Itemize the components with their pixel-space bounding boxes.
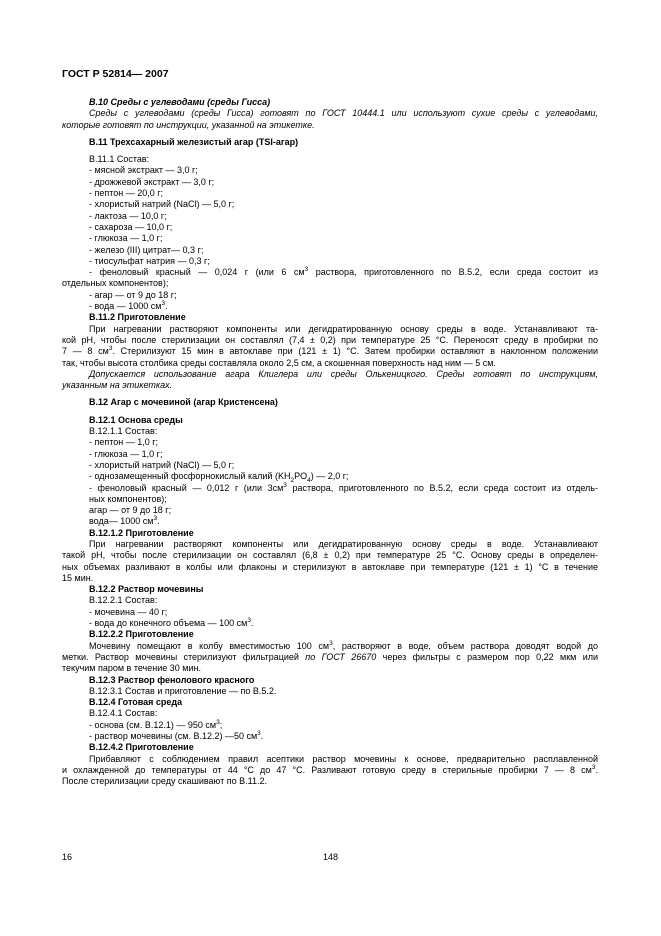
text-line: [62, 97, 598, 108]
text-line: [62, 301, 598, 312]
text-segment: 4: [307, 477, 311, 484]
page-number-left: 16: [62, 852, 73, 862]
text-segment: - лактоза — 10,0 г;: [89, 210, 167, 221]
text-line: [62, 324, 598, 335]
text-segment: Допускается использование агара Клиглера или среды Олькеницкого. Среды готовят по инструкциям,: [89, 368, 598, 379]
text-line: [62, 380, 598, 391]
text-line: [62, 449, 598, 460]
text-segment: 7 — 8 см: [62, 346, 109, 357]
text-segment: 15 мин.: [62, 572, 94, 583]
text-segment: 3: [161, 300, 166, 308]
text-line: [62, 346, 598, 357]
text-segment: - агар — от 9 до 18 г;: [89, 289, 177, 300]
text-segment: B.12.4.2 Приготовление: [89, 742, 194, 753]
text-segment: кой pH, чтобы после стерилизации он составлял (7,4 ± 0,2) при температуре 25 °С. Переносят среду в пробирки по: [62, 334, 598, 345]
text-segment: так, чтобы высота столбика среды составляла около 2,5 см, а скошенная поверхность над ним — 5 см.: [62, 357, 496, 368]
text-segment: ) — 2,0 г;: [310, 471, 349, 482]
text-line: [62, 177, 598, 188]
text-line: [62, 505, 598, 516]
text-segment: которые готовят по инструкции, указанной на этикетке.: [62, 119, 315, 130]
text-segment: .: [260, 731, 264, 742]
text-segment: Среды с углеводами (среды Гисса) готовят по ГОСТ 10444.1 или используют сухие среды с углеводами,: [89, 108, 598, 119]
text-line: [62, 256, 598, 267]
text-line: [62, 211, 598, 222]
text-line: [62, 595, 598, 606]
text-line: [62, 584, 598, 595]
text-segment: текучим паром в течение 30 мин.: [62, 663, 201, 674]
text-segment: - мясной экстракт — 3,0 г;: [89, 165, 198, 176]
text-line: [62, 233, 598, 244]
text-line: [62, 137, 598, 148]
text-segment: B.12.2 Раствор мочевины: [89, 584, 204, 595]
text-line: [62, 188, 598, 199]
text-segment: такой pH, чтобы после стерилизации он составлял (6,8 ± 0,2) при температуре 25 °С. Основу среды в определен-: [62, 550, 598, 561]
text-segment: 2: [290, 477, 295, 484]
text-segment: ;: [219, 719, 223, 730]
text-line: [62, 675, 598, 686]
text-segment: 3: [304, 266, 309, 274]
text-segment: 3: [257, 730, 261, 738]
text-line: [62, 278, 598, 289]
text-segment: B.11.1 Состав:: [89, 154, 150, 165]
text-segment: B.12.1 Основа среды: [89, 414, 183, 425]
text-segment: 3: [216, 718, 220, 726]
text-line: [62, 471, 598, 482]
text-line: [62, 742, 598, 753]
text-line: [62, 165, 598, 176]
text-segment: - вода до конечного объема — 100 см: [89, 618, 248, 629]
text-line: [62, 765, 598, 776]
page-number-center: 148: [322, 852, 339, 862]
text-segment: Прибавляют с соблюдением правил асептики раствор мочевины к основе, предварительно расплавленной: [89, 753, 598, 764]
text-segment: - вода — 1000 см: [89, 301, 162, 312]
text-segment: - глюкоза — 1,0 г;: [89, 448, 163, 459]
text-segment: через фильтры с размером пор 0,22 мкм или: [376, 651, 599, 662]
text-segment: , растворяют в воде, объем раствора доводят водой до: [332, 640, 598, 651]
text-segment: .: [595, 764, 598, 775]
text-line: [62, 199, 598, 210]
text-line: [62, 562, 598, 573]
text-line: [62, 222, 598, 233]
text-segment: ных компонентов);: [89, 493, 167, 504]
text-segment: 3: [283, 481, 287, 489]
text-line: [62, 120, 598, 131]
text-segment: - хлористый натрий (NaCl) — 5,0 г;: [89, 459, 235, 470]
text-line: [62, 415, 598, 426]
text-segment: B.12.1.1 Состав:: [89, 426, 158, 437]
text-line: [62, 697, 598, 708]
text-line: [62, 245, 598, 256]
text-segment: и охлажденной до температуры от 44 °С до 47 °С. Разливают готовую среду в стерильные пробирки 7 — 8 см: [62, 764, 592, 775]
text-segment: PO: [294, 471, 308, 482]
text-line: [62, 663, 598, 674]
text-segment: - пептон — 20,0 г;: [89, 188, 164, 199]
text-line: [62, 708, 598, 719]
text-segment: ных объемах разливают в колбы или флаконы и стерилизуют в автоклаве при температуре (121 ± 1) °С в течение: [62, 561, 598, 572]
text-segment: - феноловый красный — 0,024 г (или 6 см: [89, 267, 305, 278]
text-line: [62, 720, 598, 731]
text-segment: B.12.2.1 Состав:: [89, 595, 158, 606]
text-segment: B.12.2.2 Приготовление: [89, 629, 194, 640]
text-segment: B.11.2 Приготовление: [89, 312, 186, 323]
text-line: [62, 460, 598, 471]
text-line: [62, 516, 598, 527]
text-segment: - однозамещенный фосфорнокислый калий (KH: [89, 471, 291, 482]
text-segment: 3: [591, 763, 596, 771]
text-segment: B.12.3 Раствор фенолового красного: [89, 674, 255, 685]
text-segment: .: [157, 516, 160, 527]
text-segment: B.12.1.2 Приготовление: [89, 527, 194, 538]
text-segment: 3: [329, 639, 333, 647]
text-line: [62, 731, 598, 742]
text-line: [62, 641, 598, 652]
text-segment: вода— 1000 см: [89, 516, 154, 527]
text-line: [62, 358, 598, 369]
text-segment: 3: [108, 345, 113, 353]
text-segment: по ГОСТ 26670: [305, 651, 377, 662]
text-line: [62, 528, 598, 539]
text-line: [62, 267, 598, 278]
text-segment: Мочевину помещают в колбу вместимостью 100 см: [89, 640, 330, 651]
text-segment: метки. Раствор мочевины стерилизуют фильтрацией: [62, 651, 306, 662]
text-segment: При нагревании растворяют компоненты или дегидратированную основу среды в воде. Устанавливают: [89, 538, 598, 549]
text-segment: - дрожжевой экстракт — 3,0 г;: [89, 176, 215, 187]
text-segment: указанным на этикетках.: [62, 380, 173, 391]
text-line: [62, 335, 598, 346]
text-segment: B.12.4.1 Состав:: [89, 708, 158, 719]
text-segment: B.12.3.1 Состав и приготовление — по B.5.2.: [89, 685, 277, 696]
text-line: [62, 573, 598, 584]
text-segment: 3: [153, 515, 158, 523]
text-segment: раствора, приготовленного по B.5.2, если среда состоит из: [308, 267, 598, 278]
text-segment: .: [251, 618, 254, 629]
text-segment: B.12 Агар с мочевиной (агар Кристенсена): [89, 397, 278, 408]
text-line: [62, 108, 598, 119]
text-segment: При нагревании растворяют компоненты или дегидратированную основу среды в воде. Устанавливают та-: [89, 323, 598, 334]
text-line: [62, 754, 598, 765]
text-segment: B.10 Среды с углеводами (среды Гисса): [89, 97, 271, 107]
text-segment: B.11 Трехсахарный железистый агар (TSI-агар): [89, 136, 299, 147]
text-segment: .: [165, 301, 168, 312]
text-line: [62, 154, 598, 165]
text-line: [62, 290, 598, 301]
text-segment: отдельных компонентов);: [62, 278, 169, 289]
text-segment: - раствор мочевины (см. B.12.2) —50 см: [89, 731, 258, 742]
text-segment: - тиосульфат натрия — 0,3 г;: [89, 255, 210, 266]
text-segment: - железо (III) цитрат— 0,3 г;: [89, 244, 204, 255]
text-line: [62, 776, 598, 787]
text-segment: - основа (см. B.12.1) — 950 см: [89, 719, 217, 730]
text-segment: агар — от 9 до 18 г;: [89, 505, 172, 516]
text-line: [62, 369, 598, 380]
text-line: [62, 539, 598, 550]
text-line: [62, 618, 598, 629]
text-segment: - мочевина — 40 г;: [89, 606, 168, 617]
text-line: [62, 550, 598, 561]
text-line: [62, 312, 598, 323]
text-line: [62, 437, 598, 448]
text-segment: После стерилизации среду скашивают по B.11.2.: [62, 776, 267, 787]
text-segment: - хлористый натрий (NaCl) — 5,0 г;: [89, 199, 235, 210]
text-line: [62, 607, 598, 618]
document-body: [62, 97, 598, 788]
document-header: ГОСТ Р 52814— 2007: [62, 68, 169, 80]
text-line: [62, 494, 598, 505]
text-segment: раствора, приготовленного по B.5.2, если среда состоит из отдель-: [286, 482, 598, 493]
text-line: [62, 652, 598, 663]
text-segment: - феноловый красный — 0,012 г (или 3см: [89, 482, 284, 493]
text-segment: - глюкоза — 1,0 г;: [89, 233, 163, 244]
text-line: [62, 483, 598, 494]
text-segment: 3: [247, 617, 251, 625]
text-segment: - пептон — 1,0 г;: [89, 437, 159, 448]
text-segment: - сахароза — 10,0 г;: [89, 221, 173, 232]
text-line: [62, 686, 598, 697]
text-segment: . Стерилизуют 15 мин в автоклаве при (121 ± 1) °С. Затем пробирки оставляют в наклонном положении: [112, 346, 598, 357]
text-segment: B.12.4 Готовая среда: [89, 697, 183, 708]
text-line: [62, 426, 598, 437]
text-line: [62, 397, 598, 408]
